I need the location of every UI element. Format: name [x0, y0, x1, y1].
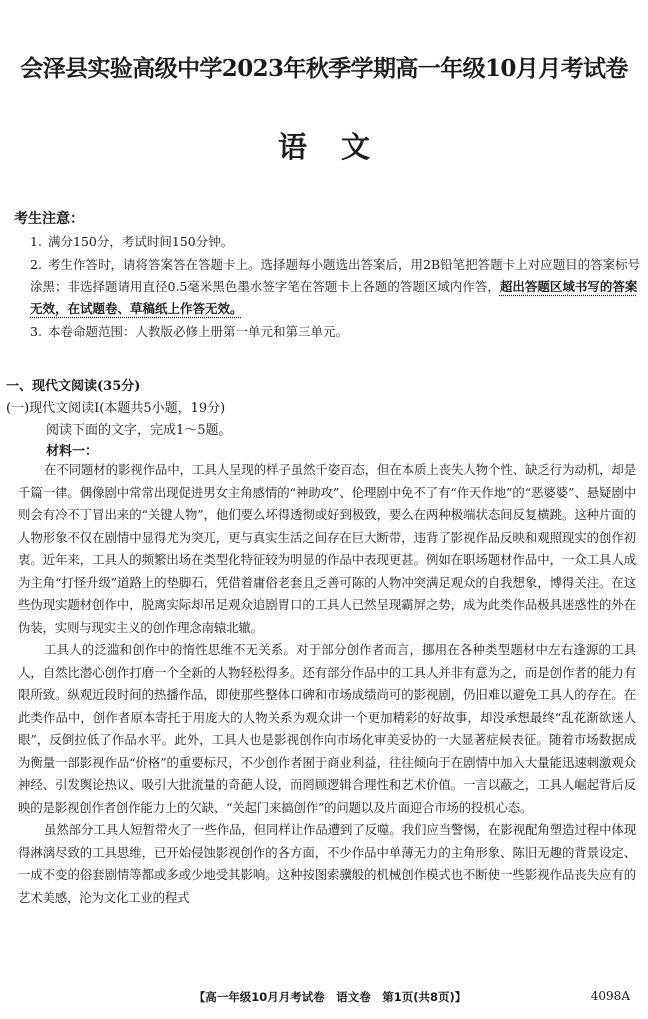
subject-title: 语文	[277, 130, 404, 164]
notice-item-number: 2.	[30, 257, 42, 272]
notice-item-3	[30, 321, 642, 343]
subsection-heading: (一)现代文阅读Ⅰ(本题共5小题，19分)	[6, 401, 226, 416]
notice-item-text: 满分150分，考试时间150分钟。	[48, 234, 234, 249]
material-label: 材料一：	[46, 444, 99, 459]
notice-item-text: 本卷命题范围：人教版必修上册第一单元和第三单元。	[48, 324, 349, 339]
section-heading: 一、现代文阅读(35分)	[6, 379, 141, 394]
reading-passage	[18, 459, 636, 909]
passage-paragraph-3: 虽然部分工具人短暂带火了一些作品，但同样让作品遭到了反噬。我们应当警惕，在影视配角塑造过程中体现得淋漓尽致的工具思维，已开始侵蚀影视创作的各方面，不少作品中单薄无力的主角形象、陈旧无趣的背景设定、一成不变的俗套剧情等都或多或少地受其影响。这种按图索骥般的机械创作模式也不断使一些影视作品丧失应有的艺术美感，沦为文化工业的程式	[18, 822, 636, 905]
passage-paragraph-2: 工具人的泛滥和创作中的惰性思维不无关系。对于部分创作者而言，挪用在各种类型题材中左右逢源的工具人，自然比潜心创作打磨一个全新的人物轻松得多。还有部分作品中的工具人并非有意为之，而是创作者的能力有限所致。纵观近段时间的热播作品，即使那些整体口碑和市场成绩尚可的影视剧，仍旧难以避免工具人的存在。在此类作品中，创作者原本寄托于用庞大的人物关系为观众讲一个更加精彩的好故事，却没承想最终“乱花渐欲迷人眼”，反倒拉低了作品水平。此外，工具人也是影视创作向市场化审美妥协的一大显著症候表征。随着市场数据成为衡量一部影视作品“价格”的重要标尺，不少创作者囿于商业利益，往往倾向于在剧情中加入大量能迅速刺激观众神经、引发舆论热议、吸引大批流量的奇葩人设，而罔顾逻辑合理性和艺术价值。一言以蔽之，工具人崛起背后反映的是影视创作者创作能力上的欠缺、“关起门来搞创作”的问题以及片面迎合市场的投机心态。	[18, 642, 636, 815]
notice-emphasis: 超出答题区域书写的答案无效，在试题卷、草稿纸上作答无效。	[30, 279, 638, 316]
notice-item-text: 考生作答时，请将答案答在答题卡上。选择题每小题选出答案后，用2B铅笔把答题卡上对应题目的答案标号涂黑；非选择题请用直径0.5毫米黑色墨水签字笔在答题卡上各题的答题区域内作答，	[30, 257, 641, 294]
footer-page-info: 【高一年级10月月考试卷 语文卷 第1页(共8页)】	[193, 990, 467, 1004]
exam-title: 会泽县实验高级中学2023年秋季学期高一年级10月月考试卷	[20, 55, 628, 82]
notice-heading: 考生注意：	[14, 211, 84, 227]
notice-item-number: 3.	[30, 324, 42, 339]
reading-instruction: 阅读下面的文字，完成1～5题。	[46, 423, 232, 438]
notice-item-1	[30, 231, 642, 253]
notice-list	[30, 231, 642, 344]
footer-paper-code: 4098A	[590, 989, 630, 1003]
passage-paragraph-1: 在不同题材的影视作品中，工具人呈现的样子虽然千姿百态，但在本质上丧失人物个性、缺乏行为动机，却是千篇一律。偶像剧中常常出现促进男女主角感情的“神助攻”、伦理剧中免不了有“作天作地”的“恶婆婆”、悬疑剧中则会有冷不丁冒出来的“关键人物”，他们要么坏得透彻或好到极致，要么在两种极端状态间反复横跳。这种片面的人物形象不仅在剧情中显得尤为突兀，更与真实生活之间存在巨大断带，违背了影视作品反映和观照现实的创作初衷。近年来，工具人的频繁出场在类型化特征较为明显的作品中表现更甚。例如在职场题材作品中，一众工具人成为主角“打怪升级”道路上的垫脚石，凭借着庸俗老套且乏善可陈的人物冲突满足观众的自我想象，博得关注。在这些伪现实题材创作中，脱离实际却吊足观众追剧胃口的工具人已然呈现霸屏之势，成为此类作品极具迷惑性的外在伪装，实则与现实主义的创作理念南辕北辙。	[18, 462, 636, 635]
notice-item-number: 1.	[30, 234, 42, 249]
notice-item-2	[30, 254, 642, 320]
